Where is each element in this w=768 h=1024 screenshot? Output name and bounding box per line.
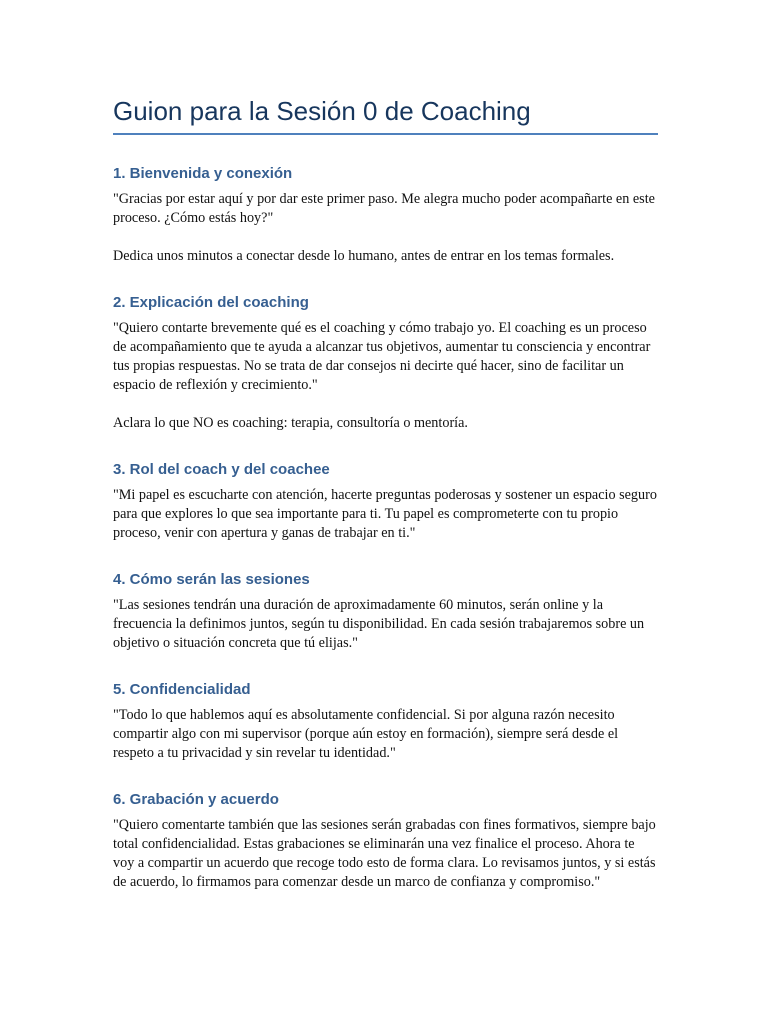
section-paragraph: Aclara lo que NO es coaching: terapia, consultoría o mentoría. (113, 415, 468, 431)
section-paragraph: "Quiero contarte brevemente qué es el coaching y cómo trabajo yo. El coaching es un proceso de acompañamiento que te ayuda a alcanzar tus objetivos, aumentar tu consciencia y encontrar tus propias respuestas. No se trata de dar consejos ni decirte qué hacer, sino de facilitar un espacio de reflexión y crecimiento." (113, 320, 651, 393)
section-grabacion (113, 790, 658, 892)
document-page (113, 94, 658, 892)
section-heading: 5. Confidencialidad (113, 681, 251, 698)
section-paragraph: "Todo lo que hablemos aquí es absolutamente confidencial. Si por alguna razón necesito compartir algo con mi supervisor (porque aún estoy en formación), siempre será desde el respeto a tu privacidad y sin revelar tu identidad." (113, 707, 619, 761)
section-explicacion (113, 293, 658, 433)
section-heading: 3. Rol del coach y del coachee (113, 461, 330, 478)
section-heading: 4. Cómo serán las sesiones (113, 571, 310, 588)
section-heading: 1. Bienvenida y conexión (113, 165, 293, 182)
section-rol (113, 460, 658, 543)
section-paragraph: "Gracias por estar aquí y por dar este primer paso. Me alegra mucho poder acompañarte en este proceso. ¿Cómo estás hoy?" (113, 191, 655, 226)
section-paragraph: "Quiero comentarte también que las sesiones serán grabadas con fines formativos, siempre bajo total confidencialidad. Estas grabaciones se eliminarán una vez finalice el proceso. Ahora te voy a compartir un acuerdo que recoge todo esto de forma clara. Lo revisamos juntos, y si estás de acuerdo, lo firmamos para comenzar desde un marco de confianza y compromiso." (113, 817, 656, 890)
section-paragraph: Dedica unos minutos a conectar desde lo humano, antes de entrar en los temas formales. (113, 248, 615, 264)
section-sesiones (113, 570, 658, 653)
section-paragraph: "Las sesiones tendrán una duración de aproximadamente 60 minutos, serán online y la frecuencia la definimos juntos, según tu disponibilidad. En cada sesión trabajaremos sobre un objetivo o situación concreta que tú elijas." (113, 597, 645, 651)
section-heading: 2. Explicación del coaching (113, 294, 309, 311)
page-title: Guion para la Sesión 0 de Coaching (113, 94, 658, 135)
section-paragraph: "Mi papel es escucharte con atención, hacerte preguntas poderosas y sostener un espacio seguro para que explores lo que sea importante para ti. Tu papel es comprometerte con tu propio proceso, venir con apertura y ganas de trabajar en ti." (113, 487, 657, 541)
section-heading: 6. Grabación y acuerdo (113, 791, 279, 808)
section-confidencialidad (113, 680, 658, 763)
section-bienvenida (113, 164, 658, 266)
